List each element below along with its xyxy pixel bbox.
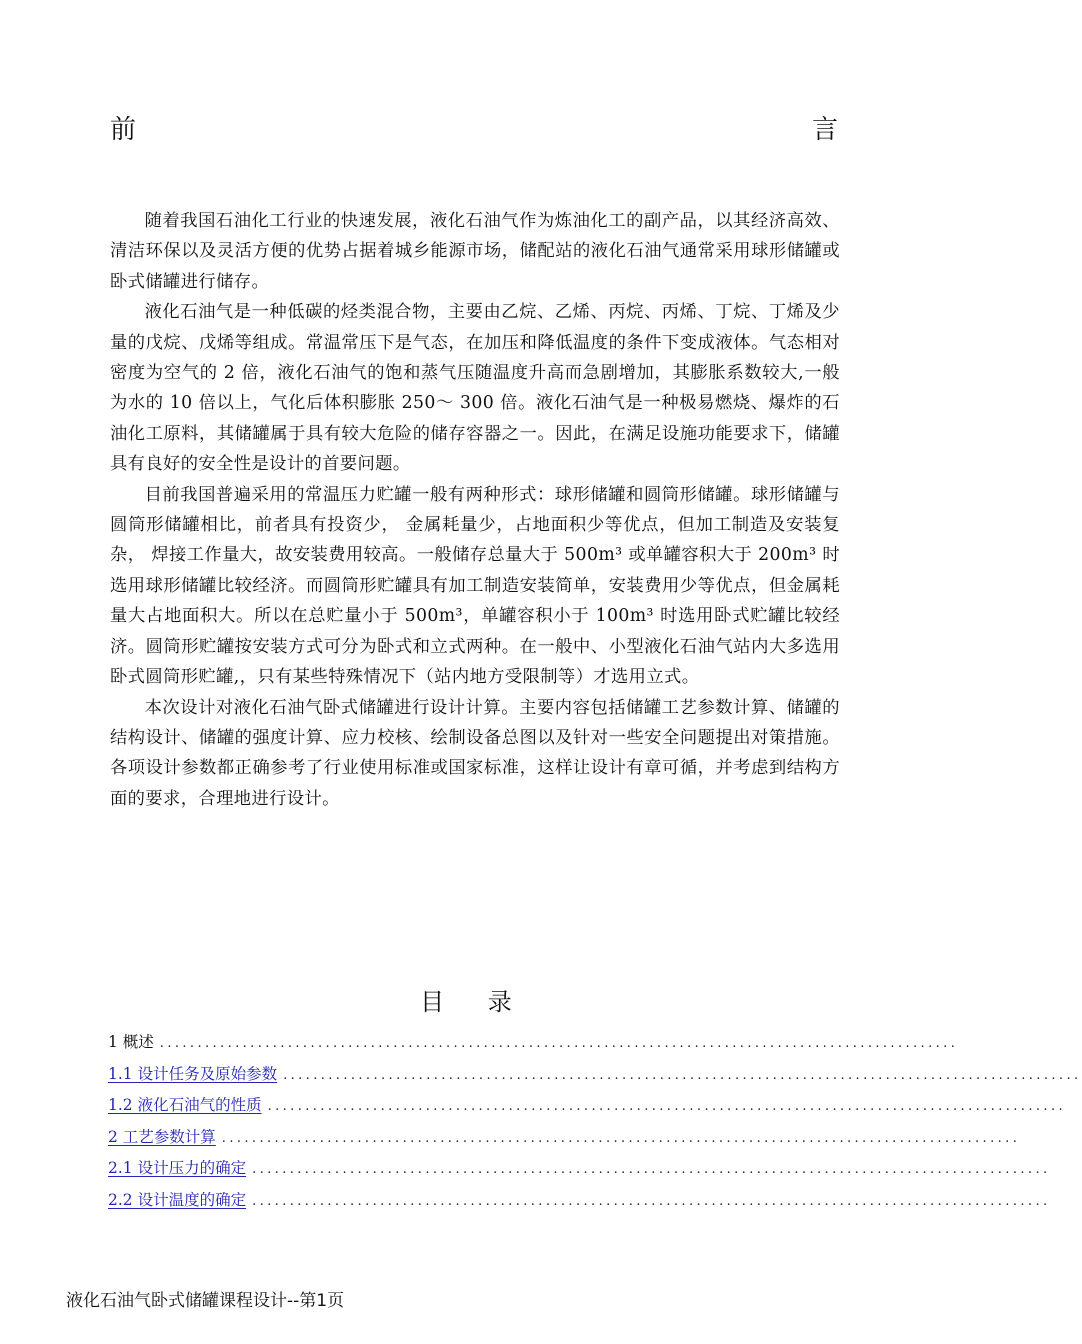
toc-item-link[interactable]: 1.1 设计任务及原始参数	[108, 1064, 278, 1083]
toc-item-link[interactable]: 1.2 液化石油气的性质	[108, 1096, 262, 1114]
toc-leader-dots: ..........................................................................................................	[252, 1162, 1051, 1177]
toc-item-label: 1 概述	[108, 1033, 154, 1051]
heading-left-char: 前	[110, 115, 137, 145]
toc-item[interactable]	[108, 1156, 1051, 1188]
paragraph-2: 液化石油气是一种低碳的烃类混合物，主要由乙烷、乙烯、丙烷、丙烯、丁烷、丁烯及少量的戊烷、戊烯等组成。常温常压下是气态，在加压和降低温度的条件下变成液体。气态相对密度为空气的 2 倍，液化石油气的饱和蒸气压随温度升高而急剧增加，其膨胀系数较大,一般为水的 10 倍以上，气化后体积膨胀 250～ 300 倍。液化石油气是一种极易燃烧、爆炸的石油化工原料，其储罐属于具有较大危险的储存容器之一。因此，在满足设施功能要求下，储罐具有良好的安全性是设计的首要问题。	[110, 302, 840, 475]
toc-leader-dots: ..........................................................................................................	[159, 1036, 959, 1051]
table-of-contents	[108, 1030, 1082, 1219]
toc-item[interactable]	[108, 1062, 1082, 1094]
toc-leader-dots: ..........................................................................................................	[252, 1193, 1051, 1209]
toc-leader-dots: ..........................................................................................................	[267, 1099, 1067, 1114]
toc-item-link[interactable]: 2 工艺参数计算	[108, 1127, 216, 1146]
toc-item-link[interactable]: 2.2 设计温度的确定	[108, 1190, 247, 1209]
toc-leader-dots: ..........................................................................................................	[221, 1130, 1021, 1146]
toc-item[interactable]	[108, 1188, 1051, 1220]
preface-body	[110, 206, 840, 814]
toc-leader-dots: ..........................................................................................................	[283, 1067, 1082, 1083]
paragraph-3: 目前我国普遍采用的常温压力贮罐一般有两种形式：球形储罐和圆筒形储罐。球形储罐与圆筒形储罐相比，前者具有投资少， 金属耗量少，占地面积少等优点，但加工制造及安装复杂， 焊接工作量大，故安装费用较高。一般储存总量大于 500m³ 或单罐容积大于 200m³ 时选用球形储罐比较经济。而圆筒形贮罐具有加工制造安装简单，安装费用少等优点，但金属耗量大占地面积大。所以在总贮量小于 500m³，单罐容积小于 100m³ 时选用卧式贮罐比较经济。圆筒形贮罐按安装方式可分为卧式和立式两种。在一般中、小型液化石油气站内大多选用卧式圆筒形贮罐,，只有某些特殊情况下（站内地方受限制等）才选用立式。	[110, 484, 840, 688]
heading-right-char: 言	[812, 115, 839, 145]
paragraph-1: 随着我国石油化工行业的快速发展，液化石油气作为炼油化工的副产品，以其经济高效、清洁环保以及灵活方便的优势占据着城乡能源市场，储配站的液化石油气通常采用球形储罐或卧式储罐进行储存。	[110, 211, 840, 292]
toc-item[interactable]	[108, 1093, 1067, 1125]
toc-item	[108, 1030, 959, 1062]
page-footer: 液化石油气卧式储罐课程设计--第1页	[66, 1291, 345, 1311]
toc-title: 目 录	[420, 988, 530, 1016]
paragraph-4: 本次设计对液化石油气卧式储罐进行设计计算。主要内容包括储罐工艺参数计算、储罐的结构设计、储罐的强度计算、应力校核、绘制设备总图以及针对一些安全问题提出对策措施。各项设计参数都正确参考了行业使用标准或国家标准，这样让设计有章可循，并考虑到结构方面的要求，合理地进行设计。	[110, 697, 840, 809]
toc-item-link[interactable]: 2.1 设计压力的确定	[108, 1159, 247, 1177]
toc-item[interactable]	[108, 1125, 1021, 1157]
